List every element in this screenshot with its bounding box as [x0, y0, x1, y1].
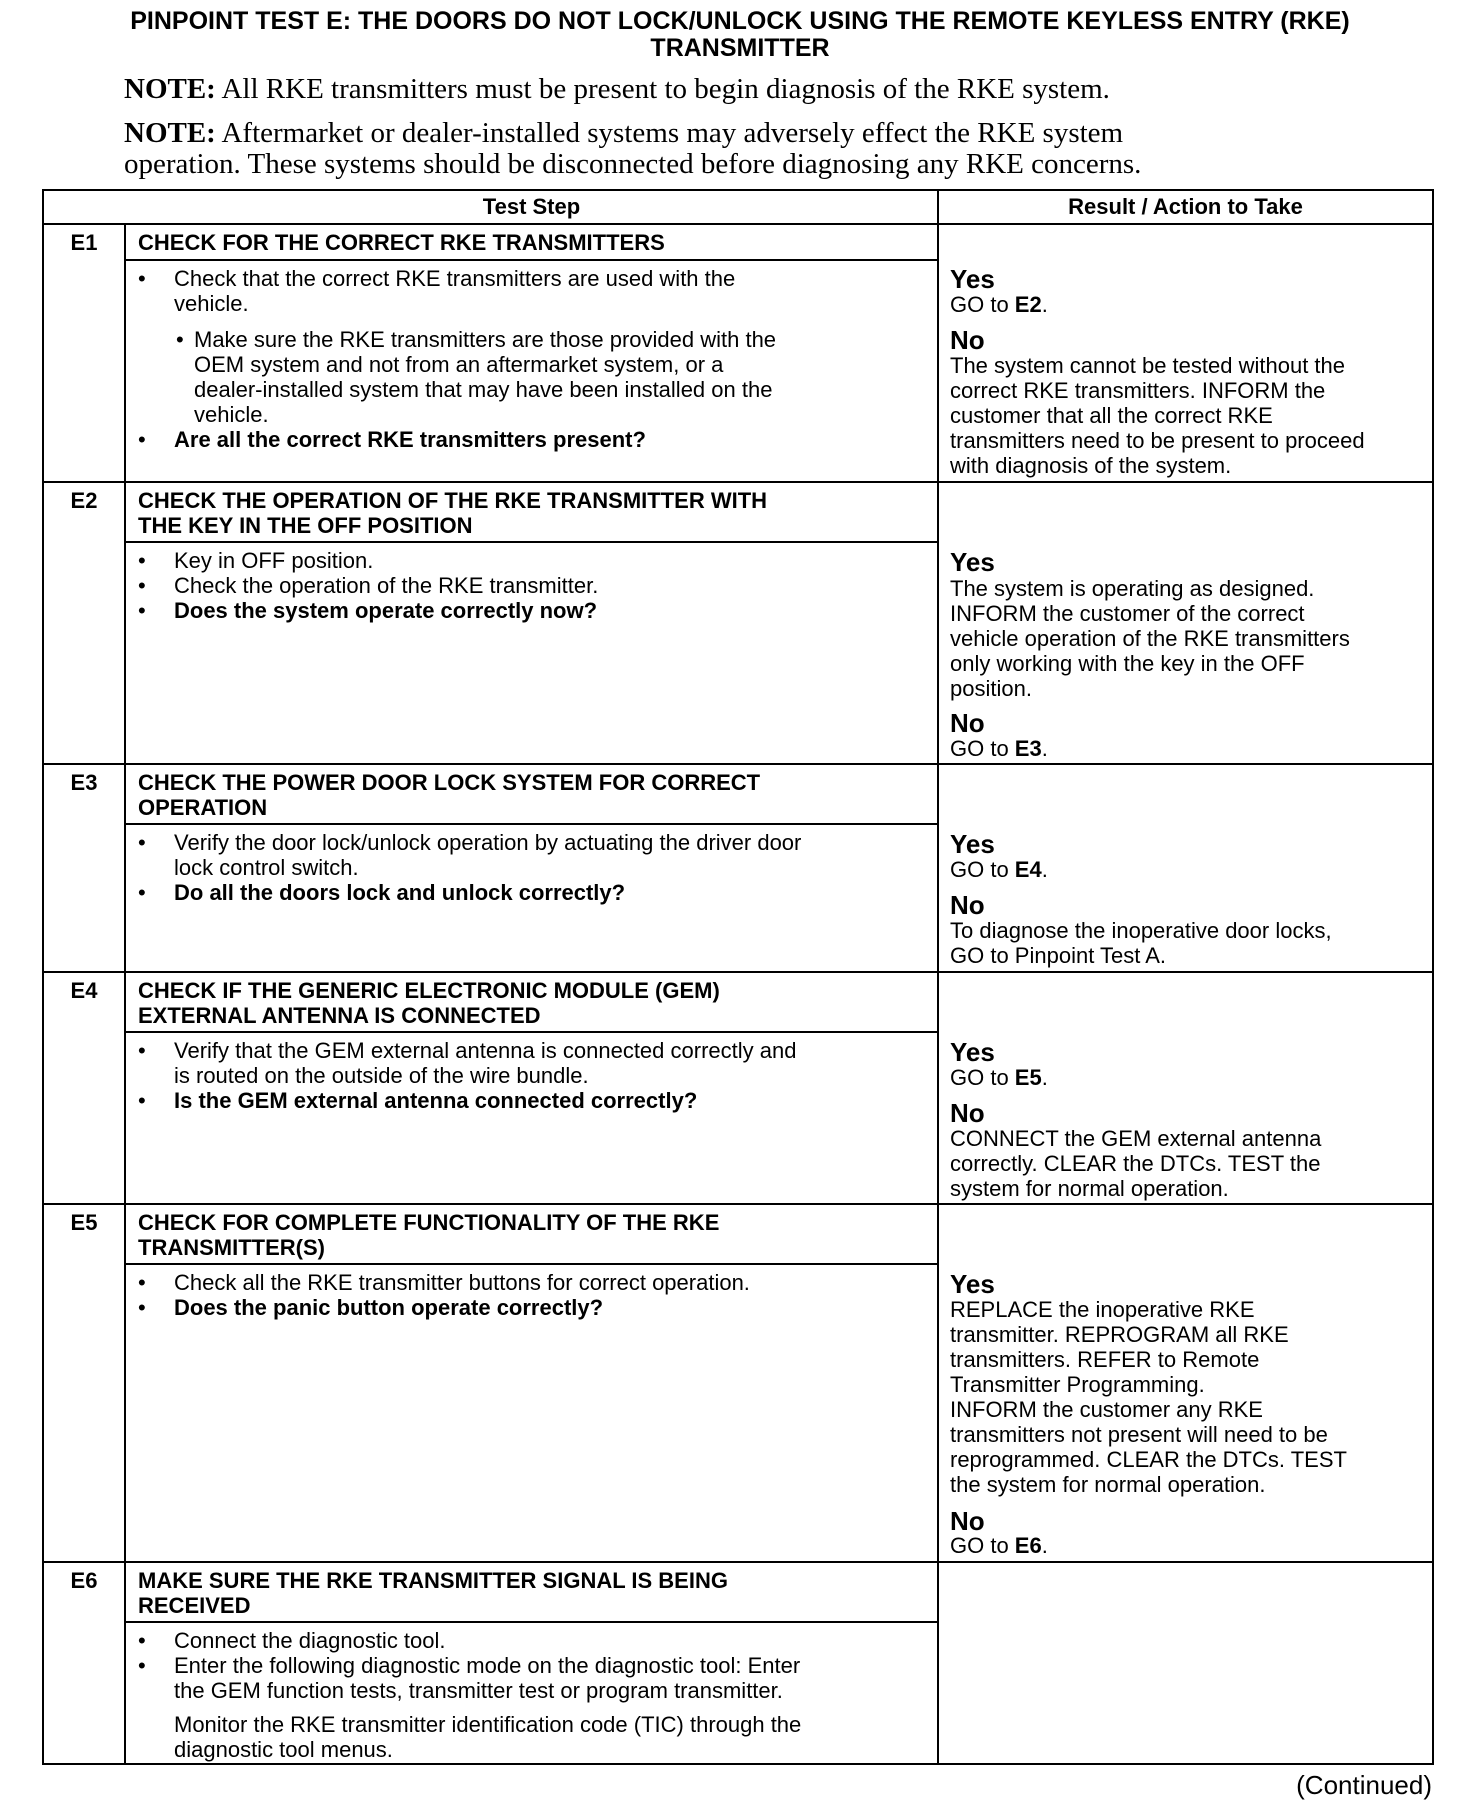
step-question: Are all the correct RKE transmitters present?: [174, 427, 646, 452]
result-yes-action: the system for normal operation.: [950, 1472, 1266, 1497]
step-text: Connect the diagnostic tool.: [174, 1628, 446, 1653]
result-no-action: transmitters need to be present to proceed: [950, 428, 1365, 453]
step-title-rule-e4: [124, 1031, 939, 1033]
step-text: Verify that the GEM external antenna is connected correctly and: [174, 1038, 797, 1063]
step-reference: E5: [1014, 1065, 1042, 1090]
result-no-action: system for normal operation.: [950, 1176, 1229, 1201]
step-title-e4: CHECK IF THE GENERIC ELECTRONIC MODULE (GEM): [138, 978, 720, 1003]
step-reference: E6: [1014, 1533, 1042, 1558]
step-text: Key in OFF position.: [174, 548, 374, 573]
note-label: NOTE:: [124, 73, 216, 105]
result-no-action: with diagnosis of the system.: [950, 453, 1232, 478]
step-rule-e6: [42, 1561, 1434, 1563]
step-question: Does the panic button operate correctly?: [174, 1295, 604, 1320]
result-yes-label: Yes: [950, 1037, 995, 1067]
column-divider-step-id: [124, 225, 126, 1765]
result-no-action: The system cannot be tested without the: [950, 353, 1346, 378]
bullet: •: [138, 573, 146, 598]
step-text: Enter the following diagnostic mode on the diagnostic tool: Enter: [174, 1653, 801, 1678]
result-yes-action: GO to E4.: [950, 857, 1048, 882]
step-text: Make sure the RKE transmitters are those provided with the: [194, 327, 777, 352]
result-yes-action: INFORM the customer of the correct: [950, 601, 1305, 626]
step-question: Does the system operate correctly now?: [174, 598, 598, 623]
result-no-action: To diagnose the inoperative door locks,: [950, 918, 1332, 943]
bullet: •: [138, 1628, 146, 1653]
result-no-label: No: [950, 708, 985, 738]
result-no-label: No: [950, 325, 985, 355]
step-title-e1: CHECK FOR THE CORRECT RKE TRANSMITTERS: [138, 230, 665, 255]
step-rule-e3: [42, 763, 1434, 765]
step-text: vehicle.: [194, 402, 269, 427]
result-no-action: customer that all the correct RKE: [950, 403, 1273, 428]
step-reference: E2: [1014, 292, 1042, 317]
bullet: •: [138, 266, 146, 291]
result-no-action: GO to E6.: [950, 1533, 1048, 1558]
step-title-e2: THE KEY IN THE OFF POSITION: [138, 513, 473, 538]
bullet: •: [138, 598, 146, 623]
sub-bullet: •: [176, 327, 184, 352]
result-yes-action: only working with the key in the OFF: [950, 651, 1305, 676]
result-yes-action: REPLACE the inoperative RKE: [950, 1297, 1255, 1322]
header-rule: [42, 223, 1434, 225]
step-question: Do all the doors lock and unlock correctly?: [174, 880, 626, 905]
step-title-rule-e6: [124, 1621, 939, 1623]
result-no-action: GO to Pinpoint Test A.: [950, 943, 1167, 968]
result-no-label: No: [950, 1506, 985, 1536]
step-text: OEM system and not from an aftermarket system, or a: [194, 352, 724, 377]
page-title-line-1: PINPOINT TEST E: THE DOORS DO NOT LOCK/UNLOCK USING THE REMOTE KEYLESS ENTRY (RKE): [130, 7, 1350, 35]
result-yes-action: The system is operating as designed.: [950, 576, 1315, 601]
step-id-e3: E3: [70, 770, 98, 795]
result-yes-action: GO to E5.: [950, 1065, 1048, 1090]
result-no-label: No: [950, 1098, 985, 1128]
step-text: is routed on the outside of the wire bundle.: [174, 1063, 589, 1088]
note-text: All RKE transmitters must be present to begin diagnosis of the RKE system.: [215, 73, 1110, 105]
step-title-rule-e2: [124, 541, 939, 543]
step-text: Check the operation of the RKE transmitter.: [174, 573, 599, 598]
note-text: Aftermarket or dealer-installed systems may adversely effect the RKE system: [215, 117, 1124, 149]
bullet: •: [138, 880, 146, 905]
step-text: Check all the RKE transmitter buttons for correct operation.: [174, 1270, 750, 1295]
step-id-e5: E5: [70, 1210, 98, 1235]
step-rule-e5: [42, 1203, 1434, 1205]
column-header-result: Result / Action to Take: [1068, 194, 1303, 219]
step-title-rule-e1: [124, 259, 939, 261]
result-yes-action: reprogrammed. CLEAR the DTCs. TEST: [950, 1447, 1347, 1472]
result-yes-action: position.: [950, 676, 1032, 701]
result-yes-action: transmitters not present will need to be: [950, 1422, 1328, 1447]
result-yes-label: Yes: [950, 264, 995, 294]
bullet: •: [138, 1270, 146, 1295]
step-text: lock control switch.: [174, 855, 359, 880]
step-title-e6: MAKE SURE THE RKE TRANSMITTER SIGNAL IS BEING: [138, 1568, 728, 1593]
result-yes-action: Transmitter Programming.: [950, 1372, 1205, 1397]
result-no-label: No: [950, 890, 985, 920]
bullet: •: [138, 1088, 146, 1113]
step-title-rule-e3: [124, 823, 939, 825]
step-title-e5: TRANSMITTER(S): [138, 1235, 325, 1260]
note-all-transmitters: [124, 74, 1424, 105]
page-title: [40, 8, 1440, 62]
result-yes-action: GO to E2.: [950, 292, 1048, 317]
page-title-line-2: TRANSMITTER: [650, 34, 830, 62]
step-rule-e4: [42, 971, 1434, 973]
step-text: diagnostic tool menus.: [174, 1737, 393, 1762]
bullet: •: [138, 548, 146, 573]
step-text: vehicle.: [174, 291, 249, 316]
result-yes-action: transmitters. REFER to Remote: [950, 1347, 1260, 1372]
note-text-continued: operation. These systems should be disconnected before diagnosing any RKE concerns.: [124, 148, 1142, 180]
step-id-e2: E2: [70, 488, 98, 513]
step-text: Verify the door lock/unlock operation by actuating the driver door: [174, 830, 802, 855]
step-text: the GEM function tests, transmitter test or program transmitter.: [174, 1678, 783, 1703]
step-title-rule-e5: [124, 1263, 939, 1265]
step-title-e6: RECEIVED: [138, 1593, 251, 1618]
bullet: •: [138, 1653, 146, 1678]
note-aftermarket-systems: [124, 118, 1424, 180]
step-text: dealer-installed system that may have been installed on the: [194, 377, 773, 402]
note-label: NOTE:: [124, 117, 216, 149]
column-header-test-step: Test Step: [482, 194, 581, 219]
bullet: •: [138, 1038, 146, 1063]
continued-label: (Continued): [1296, 1770, 1432, 1800]
step-title-e3: CHECK THE POWER DOOR LOCK SYSTEM FOR CORRECT: [138, 770, 761, 795]
result-yes-label: Yes: [950, 829, 995, 859]
step-reference: E4: [1014, 857, 1042, 882]
result-no-action: correctly. CLEAR the DTCs. TEST the: [950, 1151, 1321, 1176]
result-yes-action: vehicle operation of the RKE transmitters: [950, 626, 1350, 651]
result-no-action: GO to E3.: [950, 736, 1048, 761]
result-no-action: correct RKE transmitters. INFORM the: [950, 378, 1326, 403]
bullet: •: [138, 1295, 146, 1320]
step-title-e5: CHECK FOR COMPLETE FUNCTIONALITY OF THE RKE: [138, 1210, 720, 1235]
step-id-e6: E6: [70, 1568, 98, 1593]
step-id-e1: E1: [70, 230, 98, 255]
step-rule-e2: [42, 481, 1434, 483]
result-yes-label: Yes: [950, 547, 995, 577]
step-id-e4: E4: [70, 978, 98, 1003]
step-question: Is the GEM external antenna connected correctly?: [174, 1088, 698, 1113]
result-yes-label: Yes: [950, 1269, 995, 1299]
step-reference: E3: [1014, 736, 1042, 761]
result-yes-action: transmitter. REPROGRAM all RKE: [950, 1322, 1289, 1347]
step-title-e4: EXTERNAL ANTENNA IS CONNECTED: [138, 1003, 541, 1028]
result-no-action: CONNECT the GEM external antenna: [950, 1126, 1322, 1151]
bullet: •: [138, 427, 146, 452]
column-divider-result: [937, 189, 939, 1765]
step-text: Check that the correct RKE transmitters are used with the: [174, 266, 736, 291]
step-text: Monitor the RKE transmitter identification code (TIC) through the: [174, 1712, 802, 1737]
bullet: •: [138, 830, 146, 855]
step-title-e2: CHECK THE OPERATION OF THE RKE TRANSMITTER WITH: [138, 488, 768, 513]
step-title-e3: OPERATION: [138, 795, 268, 820]
result-yes-action: INFORM the customer any RKE: [950, 1397, 1263, 1422]
